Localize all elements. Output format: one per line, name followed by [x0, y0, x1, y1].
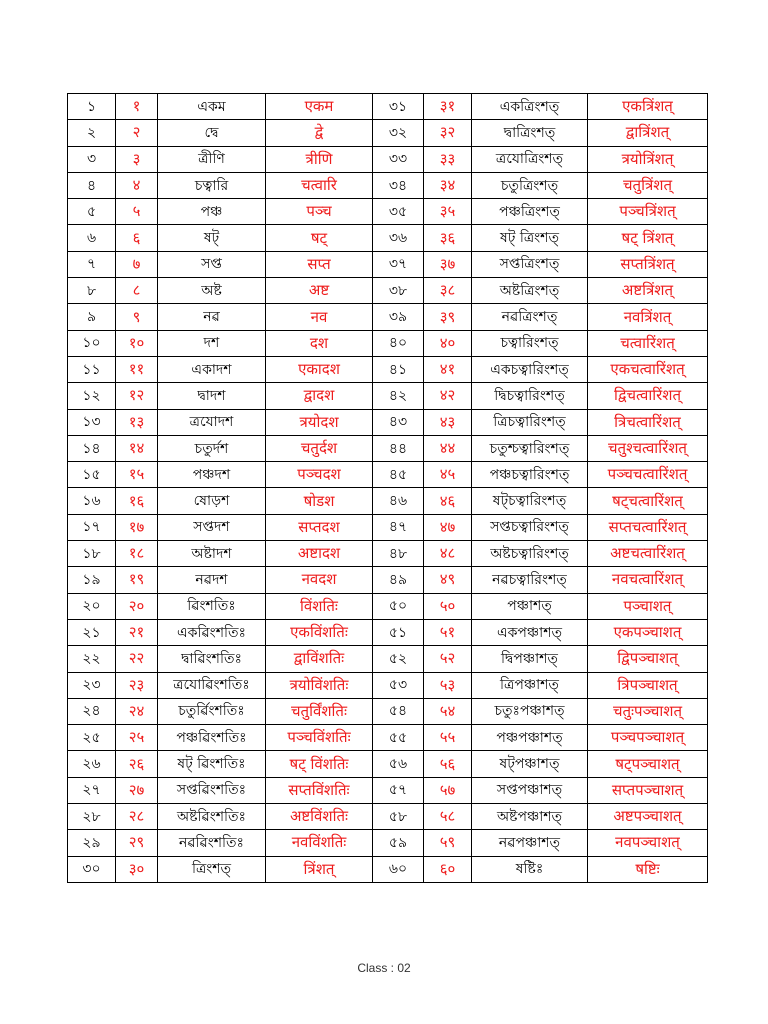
- bengali-word-cell: একচত্বারিংশত্: [472, 356, 588, 382]
- bengali-word-cell: নৱপঞ্চাশত্: [472, 830, 588, 856]
- bengali-word-cell: দ্বাত্রিংশত্: [472, 120, 588, 146]
- devanagari-word-cell: नवत्रिंशत्: [588, 304, 708, 330]
- table-row: [68, 488, 708, 514]
- devanagari-word-cell: चत्वारिंशत्: [588, 330, 708, 356]
- table-row: [68, 593, 708, 619]
- devanagari-numeral-cell: ५: [116, 199, 158, 225]
- bengali-numeral-cell: ৩৫: [373, 199, 424, 225]
- bengali-numeral-cell: ৪১: [373, 356, 424, 382]
- devanagari-numeral-cell: २८: [116, 804, 158, 830]
- devanagari-word-cell: पञ्चचत्वारिंशत्: [588, 462, 708, 488]
- devanagari-numeral-cell: १३: [116, 409, 158, 435]
- devanagari-numeral-cell: १९: [116, 567, 158, 593]
- table-row: [68, 278, 708, 304]
- devanagari-word-cell: षट् विंशतिः: [266, 751, 373, 777]
- bengali-word-cell: চতুত্রিংশত্: [472, 172, 588, 198]
- bengali-numeral-cell: ১২: [68, 383, 116, 409]
- bengali-numeral-cell: ৯: [68, 304, 116, 330]
- devanagari-numeral-cell: ३: [116, 146, 158, 172]
- table-row: [68, 356, 708, 382]
- devanagari-numeral-cell: २५: [116, 725, 158, 751]
- devanagari-word-cell: एकम: [266, 94, 373, 120]
- devanagari-word-cell: त्रीणि: [266, 146, 373, 172]
- bengali-word-cell: চতুর্দশ: [158, 435, 266, 461]
- devanagari-numeral-cell: ४४: [424, 435, 472, 461]
- bengali-numeral-cell: ১১: [68, 356, 116, 382]
- number-words-table: [67, 93, 708, 883]
- devanagari-numeral-cell: ५३: [424, 672, 472, 698]
- devanagari-word-cell: पञ्चाशत्: [588, 593, 708, 619]
- bengali-numeral-cell: ৪: [68, 172, 116, 198]
- devanagari-numeral-cell: २४: [116, 698, 158, 724]
- devanagari-numeral-cell: ६: [116, 225, 158, 251]
- devanagari-numeral-cell: ४०: [424, 330, 472, 356]
- bengali-word-cell: ষট্ ৱিংশতিঃ: [158, 751, 266, 777]
- bengali-numeral-cell: ৫৮: [373, 804, 424, 830]
- bengali-word-cell: পঞ্চ: [158, 199, 266, 225]
- bengali-numeral-cell: ১: [68, 94, 116, 120]
- devanagari-numeral-cell: ५०: [424, 593, 472, 619]
- bengali-numeral-cell: ৩২: [373, 120, 424, 146]
- bengali-word-cell: ত্রিচত্বারিংশত্: [472, 409, 588, 435]
- devanagari-numeral-cell: ४३: [424, 409, 472, 435]
- devanagari-numeral-cell: २०: [116, 593, 158, 619]
- bengali-numeral-cell: ১৮: [68, 541, 116, 567]
- bengali-word-cell: একৱিংশতিঃ: [158, 619, 266, 645]
- devanagari-word-cell: अष्टविंशतिः: [266, 804, 373, 830]
- devanagari-word-cell: त्रिपञ्चाशत्: [588, 672, 708, 698]
- devanagari-word-cell: सप्त: [266, 251, 373, 277]
- devanagari-word-cell: चतुर्दश: [266, 435, 373, 461]
- bengali-numeral-cell: ৬০: [373, 856, 424, 882]
- bengali-numeral-cell: ৩০: [68, 856, 116, 882]
- bengali-word-cell: পঞ্চৱিংশতিঃ: [158, 725, 266, 751]
- devanagari-word-cell: पञ्चविंशतिः: [266, 725, 373, 751]
- bengali-word-cell: ত্রিংশত্: [158, 856, 266, 882]
- bengali-word-cell: নৱচত্বারিংশত্: [472, 567, 588, 593]
- bengali-word-cell: ত্রিপঞ্চাশত্: [472, 672, 588, 698]
- table-row: [68, 383, 708, 409]
- bengali-numeral-cell: ১৫: [68, 462, 116, 488]
- bengali-numeral-cell: ৪৬: [373, 488, 424, 514]
- devanagari-numeral-cell: ४९: [424, 567, 472, 593]
- bengali-word-cell: পঞ্চাশত্: [472, 593, 588, 619]
- devanagari-numeral-cell: ५४: [424, 698, 472, 724]
- bengali-numeral-cell: ৪৮: [373, 541, 424, 567]
- bengali-word-cell: সপ্তৱিংশতিঃ: [158, 777, 266, 803]
- devanagari-numeral-cell: १८: [116, 541, 158, 567]
- devanagari-word-cell: सप्तचत्वारिंशत्: [588, 514, 708, 540]
- bengali-numeral-cell: ৪৭: [373, 514, 424, 540]
- bengali-word-cell: পঞ্চত্রিংশত্: [472, 199, 588, 225]
- bengali-word-cell: সপ্তত্রিংশত্: [472, 251, 588, 277]
- bengali-numeral-cell: ২১: [68, 619, 116, 645]
- bengali-word-cell: ষোড়শ: [158, 488, 266, 514]
- devanagari-numeral-cell: ५८: [424, 804, 472, 830]
- bengali-numeral-cell: ৩৭: [373, 251, 424, 277]
- devanagari-numeral-cell: ५६: [424, 751, 472, 777]
- bengali-numeral-cell: ৫৬: [373, 751, 424, 777]
- bengali-word-cell: ষষ্টিঃ: [472, 856, 588, 882]
- devanagari-numeral-cell: ५९: [424, 830, 472, 856]
- bengali-word-cell: দ্বাদশ: [158, 383, 266, 409]
- bengali-numeral-cell: ১০: [68, 330, 116, 356]
- bengali-numeral-cell: ১৪: [68, 435, 116, 461]
- devanagari-numeral-cell: ३७: [424, 251, 472, 277]
- devanagari-numeral-cell: ३६: [424, 225, 472, 251]
- devanagari-word-cell: चत्वारि: [266, 172, 373, 198]
- devanagari-word-cell: षोडश: [266, 488, 373, 514]
- devanagari-numeral-cell: ३३: [424, 146, 472, 172]
- devanagari-word-cell: त्रिंशत्: [266, 856, 373, 882]
- bengali-word-cell: পঞ্চপঞ্চাশত্: [472, 725, 588, 751]
- table-row: [68, 146, 708, 172]
- devanagari-numeral-cell: १७: [116, 514, 158, 540]
- bengali-word-cell: ষট্: [158, 225, 266, 251]
- bengali-word-cell: নৱৱিংশতিঃ: [158, 830, 266, 856]
- bengali-numeral-cell: ৫৫: [373, 725, 424, 751]
- devanagari-numeral-cell: १६: [116, 488, 158, 514]
- devanagari-word-cell: एकचत्वारिंशत्: [588, 356, 708, 382]
- bengali-numeral-cell: ৫৩: [373, 672, 424, 698]
- devanagari-numeral-cell: २३: [116, 672, 158, 698]
- table-row: [68, 330, 708, 356]
- devanagari-word-cell: चतुश्चत्वारिंशत्: [588, 435, 708, 461]
- bengali-numeral-cell: ৫০: [373, 593, 424, 619]
- bengali-numeral-cell: ৭: [68, 251, 116, 277]
- devanagari-numeral-cell: २७: [116, 777, 158, 803]
- devanagari-word-cell: चतुःपञ्चाशत्: [588, 698, 708, 724]
- bengali-numeral-cell: ৪২: [373, 383, 424, 409]
- devanagari-numeral-cell: २९: [116, 830, 158, 856]
- bengali-word-cell: অষ্ট: [158, 278, 266, 304]
- bengali-numeral-cell: ২৫: [68, 725, 116, 751]
- bengali-word-cell: ত্রযোদশ: [158, 409, 266, 435]
- table-row: [68, 435, 708, 461]
- devanagari-numeral-cell: ४५: [424, 462, 472, 488]
- devanagari-word-cell: षट्: [266, 225, 373, 251]
- bengali-word-cell: দ্বাৱিংশতিঃ: [158, 646, 266, 672]
- devanagari-word-cell: पञ्चदश: [266, 462, 373, 488]
- devanagari-numeral-cell: २१: [116, 619, 158, 645]
- devanagari-word-cell: अष्टचत्वारिंशत्: [588, 541, 708, 567]
- bengali-numeral-cell: ১৩: [68, 409, 116, 435]
- bengali-word-cell: ত্রীণি: [158, 146, 266, 172]
- bengali-numeral-cell: ৪৪: [373, 435, 424, 461]
- bengali-numeral-cell: ৫১: [373, 619, 424, 645]
- devanagari-numeral-cell: ५७: [424, 777, 472, 803]
- bengali-numeral-cell: ৩৪: [373, 172, 424, 198]
- devanagari-word-cell: पञ्चत्रिंशत्: [588, 199, 708, 225]
- bengali-word-cell: দ্বিচত্বারিংশত্: [472, 383, 588, 409]
- bengali-numeral-cell: ৪৯: [373, 567, 424, 593]
- table-row: [68, 462, 708, 488]
- table-row: [68, 619, 708, 645]
- footer-class-label: Class : 02: [357, 961, 411, 975]
- devanagari-word-cell: नवविंशतिः: [266, 830, 373, 856]
- bengali-word-cell: সপ্তদশ: [158, 514, 266, 540]
- devanagari-word-cell: विंशतिः: [266, 593, 373, 619]
- devanagari-word-cell: द्वादश: [266, 383, 373, 409]
- table-row: [68, 409, 708, 435]
- bengali-numeral-cell: ৩৩: [373, 146, 424, 172]
- devanagari-numeral-cell: ५२: [424, 646, 472, 672]
- bengali-numeral-cell: ১৭: [68, 514, 116, 540]
- devanagari-numeral-cell: १५: [116, 462, 158, 488]
- table-row: [68, 304, 708, 330]
- table-row: [68, 804, 708, 830]
- bengali-numeral-cell: ২: [68, 120, 116, 146]
- devanagari-word-cell: त्रयोविंशतिः: [266, 672, 373, 698]
- devanagari-numeral-cell: ६०: [424, 856, 472, 882]
- bengali-numeral-cell: ৫: [68, 199, 116, 225]
- devanagari-numeral-cell: ५१: [424, 619, 472, 645]
- devanagari-numeral-cell: ४६: [424, 488, 472, 514]
- bengali-word-cell: দশ: [158, 330, 266, 356]
- bengali-numeral-cell: ৪৫: [373, 462, 424, 488]
- devanagari-numeral-cell: ४८: [424, 541, 472, 567]
- bengali-word-cell: ত্রযোৱিংশতিঃ: [158, 672, 266, 698]
- bengali-word-cell: ষট্পঞ্চাশত্: [472, 751, 588, 777]
- devanagari-word-cell: अष्ट: [266, 278, 373, 304]
- devanagari-numeral-cell: ३५: [424, 199, 472, 225]
- bengali-numeral-cell: ৩৬: [373, 225, 424, 251]
- devanagari-numeral-cell: १: [116, 94, 158, 120]
- devanagari-numeral-cell: ९: [116, 304, 158, 330]
- table-row: [68, 830, 708, 856]
- bengali-word-cell: দ্বিপঞ্চাশত্: [472, 646, 588, 672]
- devanagari-word-cell: त्रयोत्रिंशत्: [588, 146, 708, 172]
- devanagari-numeral-cell: ४१: [424, 356, 472, 382]
- devanagari-numeral-cell: ११: [116, 356, 158, 382]
- bengali-numeral-cell: ২৪: [68, 698, 116, 724]
- bengali-numeral-cell: ২৮: [68, 804, 116, 830]
- bengali-word-cell: পঞ্চচত্বারিংশত্: [472, 462, 588, 488]
- devanagari-numeral-cell: ७: [116, 251, 158, 277]
- devanagari-word-cell: दश: [266, 330, 373, 356]
- bengali-word-cell: সপ্তচত্বারিংশত্: [472, 514, 588, 540]
- bengali-word-cell: নৱ: [158, 304, 266, 330]
- devanagari-word-cell: पञ्चपञ्चाशत्: [588, 725, 708, 751]
- bengali-word-cell: অষ্টত্রিংশত্: [472, 278, 588, 304]
- bengali-numeral-cell: ৩৮: [373, 278, 424, 304]
- bengali-numeral-cell: ৩৯: [373, 304, 424, 330]
- bengali-numeral-cell: ১৬: [68, 488, 116, 514]
- bengali-numeral-cell: ২৩: [68, 672, 116, 698]
- devanagari-word-cell: षष्टिः: [588, 856, 708, 882]
- bengali-numeral-cell: ২৭: [68, 777, 116, 803]
- bengali-numeral-cell: ৫২: [373, 646, 424, 672]
- table-row: [68, 856, 708, 882]
- devanagari-word-cell: सप्तपञ्चाशत्: [588, 777, 708, 803]
- bengali-word-cell: নৱদশ: [158, 567, 266, 593]
- devanagari-word-cell: सप्तदश: [266, 514, 373, 540]
- devanagari-word-cell: एकविंशतिः: [266, 619, 373, 645]
- bengali-word-cell: চতুর্ৱিংশতিঃ: [158, 698, 266, 724]
- devanagari-word-cell: एकपञ्चाशत्: [588, 619, 708, 645]
- devanagari-numeral-cell: १४: [116, 435, 158, 461]
- devanagari-word-cell: द्वे: [266, 120, 373, 146]
- devanagari-numeral-cell: ४७: [424, 514, 472, 540]
- bengali-numeral-cell: ৪০: [373, 330, 424, 356]
- bengali-word-cell: ষট্চত্বারিংশত্: [472, 488, 588, 514]
- bengali-numeral-cell: ৫৪: [373, 698, 424, 724]
- table-row: [68, 514, 708, 540]
- devanagari-numeral-cell: १२: [116, 383, 158, 409]
- devanagari-word-cell: अष्टादश: [266, 541, 373, 567]
- table-row: [68, 751, 708, 777]
- devanagari-word-cell: द्वात्रिंशत्: [588, 120, 708, 146]
- devanagari-numeral-cell: २२: [116, 646, 158, 672]
- devanagari-word-cell: द्वाविंशतिः: [266, 646, 373, 672]
- bengali-numeral-cell: ৫৯: [373, 830, 424, 856]
- table-row: [68, 172, 708, 198]
- devanagari-word-cell: षट्पञ्चाशत्: [588, 751, 708, 777]
- devanagari-numeral-cell: ८: [116, 278, 158, 304]
- devanagari-numeral-cell: ३४: [424, 172, 472, 198]
- devanagari-numeral-cell: ३०: [116, 856, 158, 882]
- table-row: [68, 251, 708, 277]
- bengali-numeral-cell: ২৬: [68, 751, 116, 777]
- bengali-numeral-cell: ৩: [68, 146, 116, 172]
- bengali-word-cell: ত্রযোত্রিংশত্: [472, 146, 588, 172]
- bengali-numeral-cell: ১৯: [68, 567, 116, 593]
- devanagari-word-cell: षट्चत्वारिंशत्: [588, 488, 708, 514]
- bengali-word-cell: অষ্টৱিংশতিঃ: [158, 804, 266, 830]
- devanagari-numeral-cell: ४२: [424, 383, 472, 409]
- bengali-word-cell: অষ্টাদশ: [158, 541, 266, 567]
- devanagari-word-cell: द्विचत्वारिंशत्: [588, 383, 708, 409]
- devanagari-numeral-cell: ४: [116, 172, 158, 198]
- bengali-word-cell: অষ্টপঞ্চাশত্: [472, 804, 588, 830]
- table-row: [68, 646, 708, 672]
- devanagari-word-cell: एकादश: [266, 356, 373, 382]
- table-row: [68, 698, 708, 724]
- devanagari-numeral-cell: ३२: [424, 120, 472, 146]
- bengali-word-cell: একপঞ্চাশত্: [472, 619, 588, 645]
- bengali-numeral-cell: ৩১: [373, 94, 424, 120]
- bengali-word-cell: সপ্ত: [158, 251, 266, 277]
- bengali-word-cell: চতুঃপঞ্চাশত্: [472, 698, 588, 724]
- table-body: [68, 94, 708, 883]
- devanagari-word-cell: चतुत्रिंशत्: [588, 172, 708, 198]
- devanagari-numeral-cell: १०: [116, 330, 158, 356]
- devanagari-numeral-cell: ३८: [424, 278, 472, 304]
- table-row: [68, 672, 708, 698]
- table-row: [68, 725, 708, 751]
- devanagari-word-cell: नवचत्वारिंशत्: [588, 567, 708, 593]
- devanagari-word-cell: त्रयोदश: [266, 409, 373, 435]
- bengali-numeral-cell: ২৯: [68, 830, 116, 856]
- bengali-word-cell: চত্বারি: [158, 172, 266, 198]
- bengali-word-cell: দ্বে: [158, 120, 266, 146]
- bengali-word-cell: একত্রিংশত্: [472, 94, 588, 120]
- bengali-word-cell: ৱিংশতিঃ: [158, 593, 266, 619]
- devanagari-word-cell: पञ्च: [266, 199, 373, 225]
- bengali-word-cell: সপ্তপঞ্চাশত্: [472, 777, 588, 803]
- bengali-word-cell: নৱত্রিংশত্: [472, 304, 588, 330]
- bengali-word-cell: চতুশ্চত্বারিংশত্: [472, 435, 588, 461]
- bengali-word-cell: একম: [158, 94, 266, 120]
- devanagari-numeral-cell: २: [116, 120, 158, 146]
- devanagari-word-cell: एकत्रिंशत्: [588, 94, 708, 120]
- bengali-numeral-cell: ৮: [68, 278, 116, 304]
- table-row: [68, 777, 708, 803]
- devanagari-word-cell: षट् त्रिंशत्: [588, 225, 708, 251]
- devanagari-word-cell: अष्टत्रिंशत्: [588, 278, 708, 304]
- bengali-numeral-cell: ২০: [68, 593, 116, 619]
- bengali-numeral-cell: ৪৩: [373, 409, 424, 435]
- table-row: [68, 541, 708, 567]
- devanagari-word-cell: नवपञ्चाशत्: [588, 830, 708, 856]
- bengali-word-cell: একাদশ: [158, 356, 266, 382]
- devanagari-word-cell: सप्तत्रिंशत्: [588, 251, 708, 277]
- table-row: [68, 225, 708, 251]
- devanagari-numeral-cell: ५५: [424, 725, 472, 751]
- devanagari-word-cell: नव: [266, 304, 373, 330]
- table-row: [68, 94, 708, 120]
- devanagari-word-cell: नवदश: [266, 567, 373, 593]
- table-row: [68, 120, 708, 146]
- bengali-numeral-cell: ২২: [68, 646, 116, 672]
- devanagari-word-cell: त्रिचत्वारिंशत्: [588, 409, 708, 435]
- devanagari-numeral-cell: ३१: [424, 94, 472, 120]
- table-row: [68, 199, 708, 225]
- devanagari-word-cell: सप्तविंशतिः: [266, 777, 373, 803]
- devanagari-word-cell: द्विपञ्चाशत्: [588, 646, 708, 672]
- bengali-word-cell: চত্বারিংশত্: [472, 330, 588, 356]
- bengali-numeral-cell: ৬: [68, 225, 116, 251]
- bengali-word-cell: পঞ্চদশ: [158, 462, 266, 488]
- bengali-word-cell: অষ্টচত্বারিংশত্: [472, 541, 588, 567]
- devanagari-numeral-cell: ३९: [424, 304, 472, 330]
- bengali-word-cell: ষট্ ত্রিংশত্: [472, 225, 588, 251]
- table-row: [68, 567, 708, 593]
- bengali-numeral-cell: ৫৭: [373, 777, 424, 803]
- devanagari-numeral-cell: २६: [116, 751, 158, 777]
- devanagari-word-cell: चतुर्विंशतिः: [266, 698, 373, 724]
- devanagari-word-cell: अष्टपञ्चाशत्: [588, 804, 708, 830]
